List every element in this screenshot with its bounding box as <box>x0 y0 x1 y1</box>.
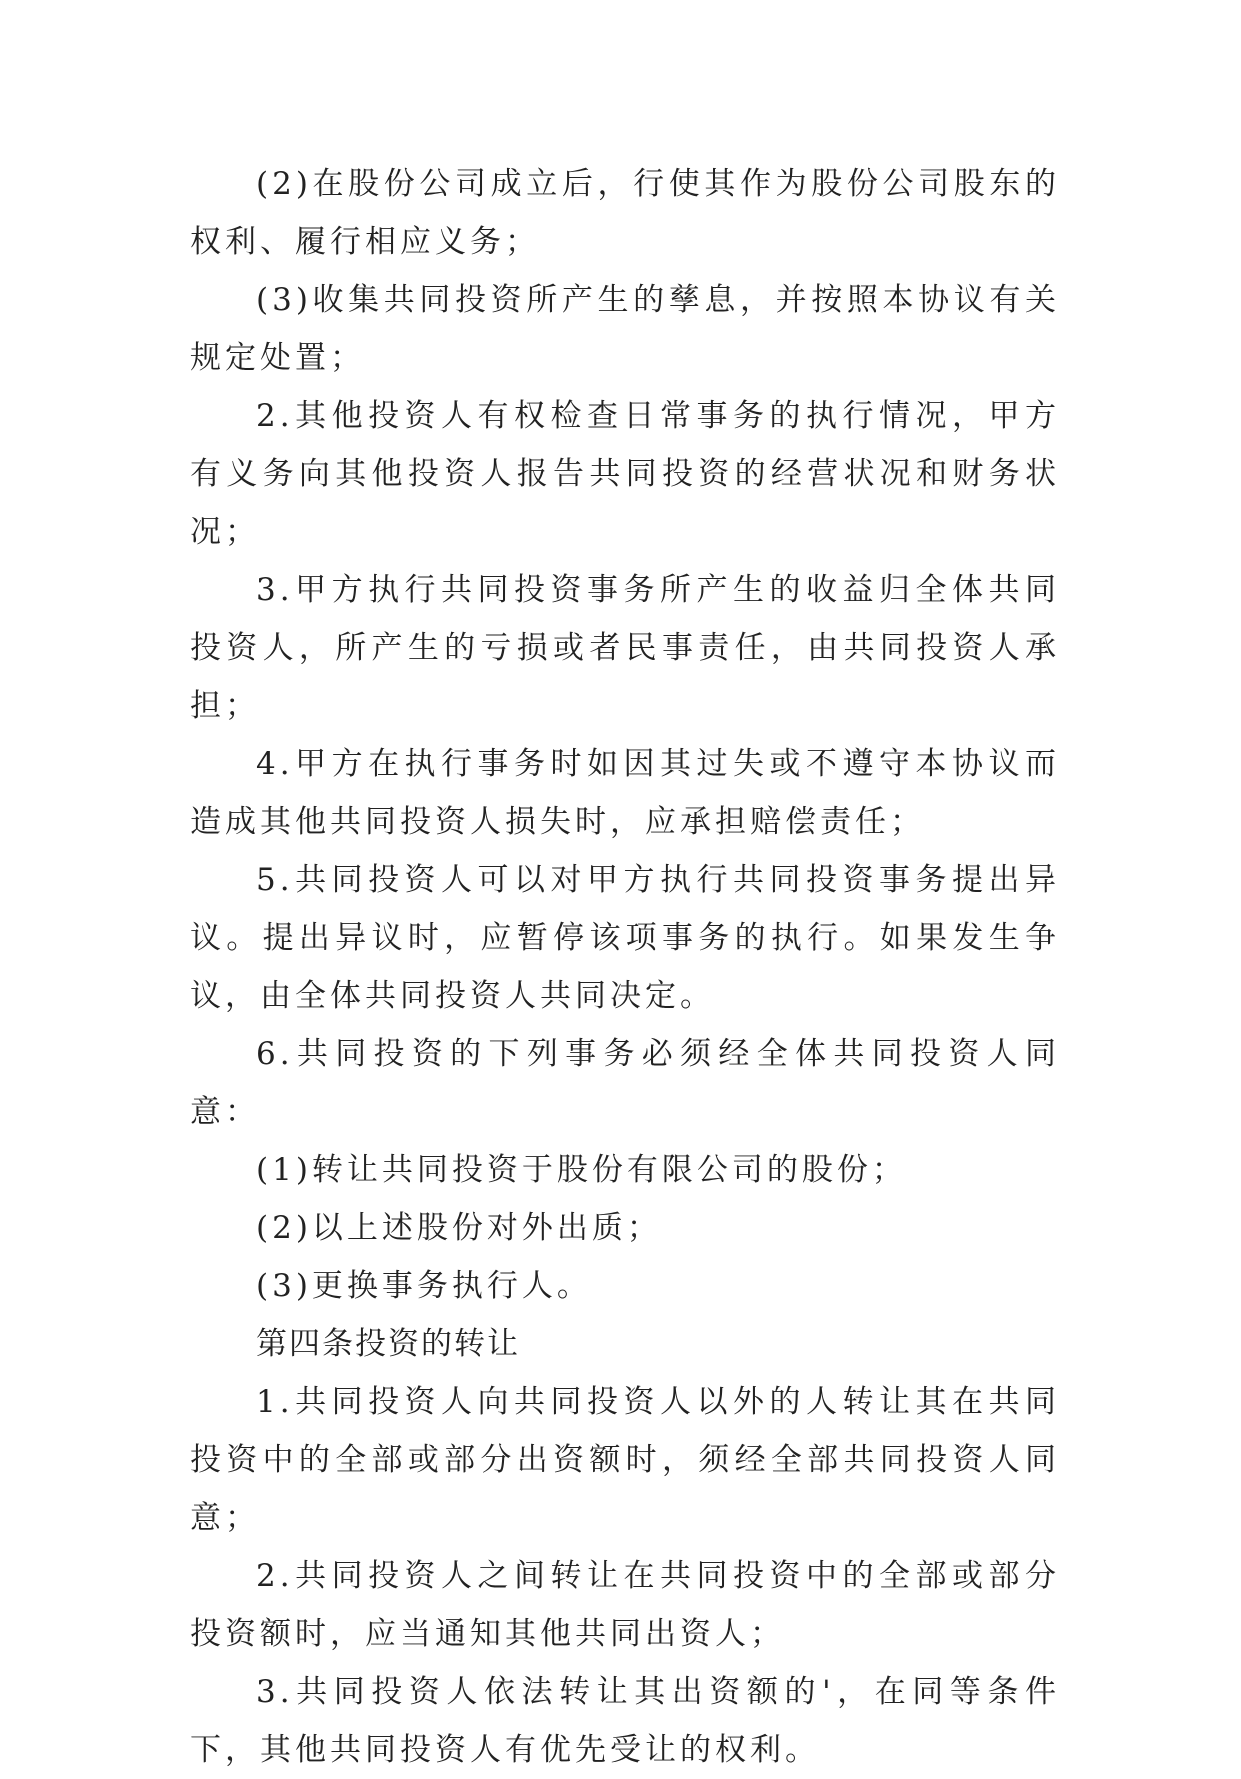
paragraph-transfer-2: 2.共同投资人之间转让在共同投资中的全部或部分投资额时，应当通知其他共同出资人； <box>190 1558 1060 1652</box>
paragraph-3-fruits: (3)收集共同投资所产生的孳息，并按照本协议有关规定处置； <box>190 282 1060 376</box>
document-body <box>190 155 1060 1779</box>
paragraph-item-4-liability: 4.甲方在执行事务时如因其过失或不遵守本协议而造成其他共同投资人损失时，应承担赔偿责任； <box>190 746 1060 840</box>
paragraph-transfer-3: 3.共同投资人依法转让其出资额的'，在同等条件下，其他共同投资人有优先受让的权利。 <box>190 1674 1060 1768</box>
paragraph-sub-3-replace: (3)更换事务执行人。 <box>256 1268 592 1304</box>
paragraph-item-2-inspection: 2.其他投资人有权检查日常事务的执行情况，甲方有义务向其他投资人报告共同投资的经营状况和财务状况； <box>190 398 1060 550</box>
paragraph-item-5-objection: 5.共同投资人可以对甲方执行共同投资事务提出异议。提出异议时，应暂停该项事务的执行。如果发生争议，由全体共同投资人共同决定。 <box>190 862 1060 1014</box>
section-heading-article-4: 第四条投资的转让 <box>256 1326 520 1362</box>
paragraph-item-6-consent: 6.共同投资的下列事务必须经全体共同投资人同意： <box>190 1036 1060 1130</box>
paragraph-sub-2-pledge: (2)以上述股份对外出质； <box>256 1210 662 1246</box>
paragraph-item-3-profit: 3.甲方执行共同投资事务所产生的收益归全体共同投资人，所产生的亏损或者民事责任，由共同投资人承担； <box>190 572 1060 724</box>
paragraph-2-rights: (2)在股份公司成立后，行使其作为股份公司股东的权利、履行相应义务； <box>190 166 1060 260</box>
paragraph-sub-1-transfer: (1)转让共同投资于股份有限公司的股份； <box>256 1152 907 1188</box>
paragraph-transfer-1: 1.共同投资人向共同投资人以外的人转让其在共同投资中的全部或部分出资额时，须经全部共同投资人同意； <box>190 1384 1060 1536</box>
